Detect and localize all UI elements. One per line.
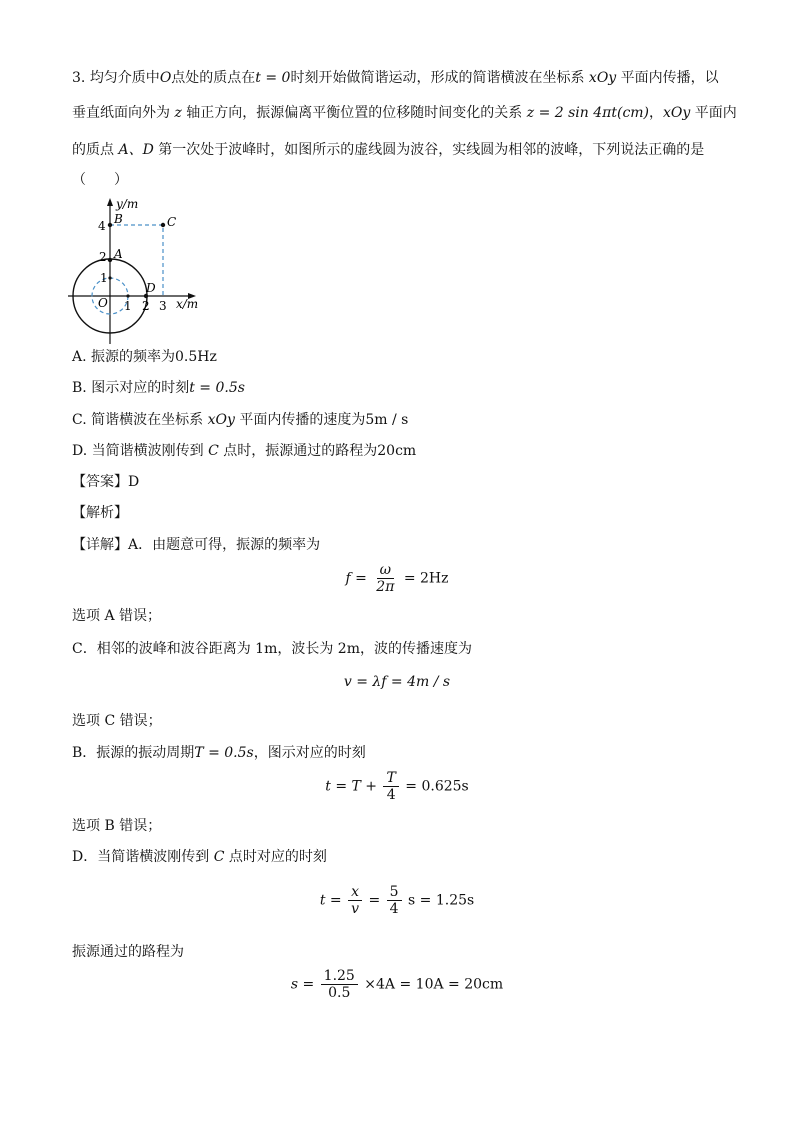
fraction	[383, 770, 398, 803]
tick-x1	[126, 294, 129, 297]
equation-z: z = 2 sin 4πt(cm)	[526, 105, 650, 121]
fraction	[387, 884, 402, 917]
option-label: D.	[72, 443, 88, 459]
option-label: C.	[72, 412, 87, 428]
equation-3	[0, 770, 794, 803]
label-A: A	[114, 247, 123, 261]
text: 点处的质点在	[171, 70, 256, 86]
eq-part: t = T +	[325, 778, 378, 795]
y-axis-label: y/m	[116, 197, 139, 211]
detail-b-wrong: 选项 B 错误；	[72, 818, 162, 834]
numerator: T	[383, 770, 398, 787]
label-C: C	[167, 215, 177, 229]
text: D．当简谐横波刚传到	[72, 849, 210, 865]
denominator: 2π	[376, 579, 395, 595]
detail-c-intro: C．相邻的波峰和波谷距离为 1m，波长为 2m，波的传播速度为	[72, 641, 472, 657]
text: 时刻开始做简谐运动，形成的简谐横波在坐标系	[290, 70, 585, 86]
var-AD: A、D	[118, 142, 154, 158]
var-xoy: xOy	[588, 70, 617, 86]
answer-parentheses: （ ）	[72, 172, 128, 188]
var-z: z	[174, 105, 182, 121]
var-xoy: xOy	[207, 412, 235, 428]
text: 平面内传播，以	[620, 70, 719, 86]
eq-part: = 2Hz	[403, 570, 449, 587]
eq-part: s =	[290, 976, 315, 993]
detail-b-intro	[72, 743, 366, 763]
text: 图示对应的时刻	[91, 380, 190, 396]
eq-part: v = λf = 4m / s	[343, 674, 451, 690]
denominator: 4	[389, 901, 399, 917]
var-C: C	[213, 849, 225, 865]
xtick-3: 3	[159, 299, 167, 313]
var-T: T = 0.5s	[194, 745, 254, 761]
eq-part: s = 1.25s	[408, 892, 475, 909]
xtick-2: 2	[142, 299, 150, 313]
option-value: 5m / s	[365, 412, 409, 428]
numerator: 5	[387, 884, 402, 901]
fraction	[373, 562, 397, 595]
option-value: 0.5Hz	[175, 349, 217, 365]
path-intro: 振源通过的路程为	[72, 944, 184, 960]
option-B[interactable]	[72, 378, 245, 398]
answer-value: D	[128, 474, 140, 490]
detail-a-intro	[72, 535, 320, 555]
numerator: ω	[377, 562, 394, 579]
text: 点时对应的时刻	[228, 849, 327, 865]
question-line-1	[72, 68, 719, 88]
text: 第一次处于波峰时，如图所示的虚线圆为波谷，实线圆为相邻的波峰，下列说法正确的是	[158, 142, 705, 158]
detail-c-wrong: 选项 C 错误；	[72, 713, 162, 729]
numerator: x	[348, 884, 362, 901]
denominator: 0.5	[328, 985, 351, 1001]
option-A[interactable]	[72, 347, 217, 367]
detail-a-wrong: 选项 A 错误；	[72, 608, 162, 624]
text: 平面内	[694, 105, 737, 121]
equation-2	[0, 674, 794, 690]
denominator: 4	[386, 787, 396, 803]
option-label: A.	[72, 349, 87, 365]
text: 平面内传播的速度为	[239, 412, 366, 428]
y-axis-arrow	[107, 198, 113, 206]
denominator: v	[351, 901, 359, 917]
text: ，	[649, 105, 664, 121]
text: 的质点	[72, 142, 114, 158]
label-D: D	[146, 281, 156, 295]
text: 简谐横波在坐标系	[91, 412, 204, 428]
point-B	[108, 223, 112, 227]
text: 垂直纸面向外为	[72, 105, 170, 121]
option-value: 20cm	[377, 443, 417, 459]
point-A	[108, 258, 112, 262]
answer-line	[72, 472, 139, 492]
x-axis-label: x/m	[176, 297, 199, 311]
eq-part: t =	[319, 892, 342, 909]
text: 点时，振源通过的路程为	[223, 443, 378, 459]
var-xoy: xOy	[663, 105, 691, 121]
option-value: t = 0.5s	[189, 380, 245, 396]
text: ，图示对应的时刻	[253, 745, 366, 761]
analysis-tag: 【解析】	[72, 505, 128, 521]
question-line-3	[72, 140, 704, 160]
ytick-4: 4	[98, 219, 106, 233]
var-O: O	[159, 70, 172, 86]
question-number: 3.	[72, 70, 86, 86]
origin-label: O	[98, 296, 108, 310]
var-C: C	[208, 443, 219, 459]
eq-part: ×4A = 10A = 20cm	[364, 976, 504, 993]
option-D[interactable]	[72, 441, 416, 461]
text: 振源的频率为	[91, 349, 176, 365]
equation-5	[0, 968, 794, 1001]
tick-y1	[108, 276, 111, 279]
text: A．由题意可得，振源的频率为	[128, 537, 321, 553]
option-C[interactable]	[72, 410, 408, 430]
ytick-2: 2	[99, 250, 107, 264]
question-line-2	[72, 103, 737, 123]
ytick-1: 1	[100, 271, 108, 285]
equation-1	[0, 562, 794, 595]
label-B: B	[114, 212, 123, 226]
detail-tag: 【详解】	[72, 537, 128, 553]
detail-d-intro	[72, 847, 327, 867]
text: B．振源的振动周期	[72, 745, 195, 761]
fraction	[348, 884, 362, 917]
text: 均匀介质中	[89, 70, 160, 86]
eq-part: = 0.625s	[405, 778, 469, 795]
text: 轴正方向，振源偏离平衡位置的位移随时间变化的关系	[186, 105, 523, 121]
equation-4	[0, 884, 794, 917]
option-label: B.	[72, 380, 87, 396]
wave-figure	[66, 196, 226, 346]
point-C	[161, 223, 165, 227]
eq-part: =	[368, 892, 381, 909]
text: 当简谐横波刚传到	[91, 443, 204, 459]
eq-part: f =	[345, 570, 367, 587]
answer-tag: 【答案】	[72, 474, 128, 490]
numerator: 1.25	[321, 968, 358, 985]
fraction	[321, 968, 358, 1001]
xtick-1: 1	[124, 299, 132, 313]
var-t: t = 0	[255, 70, 291, 86]
